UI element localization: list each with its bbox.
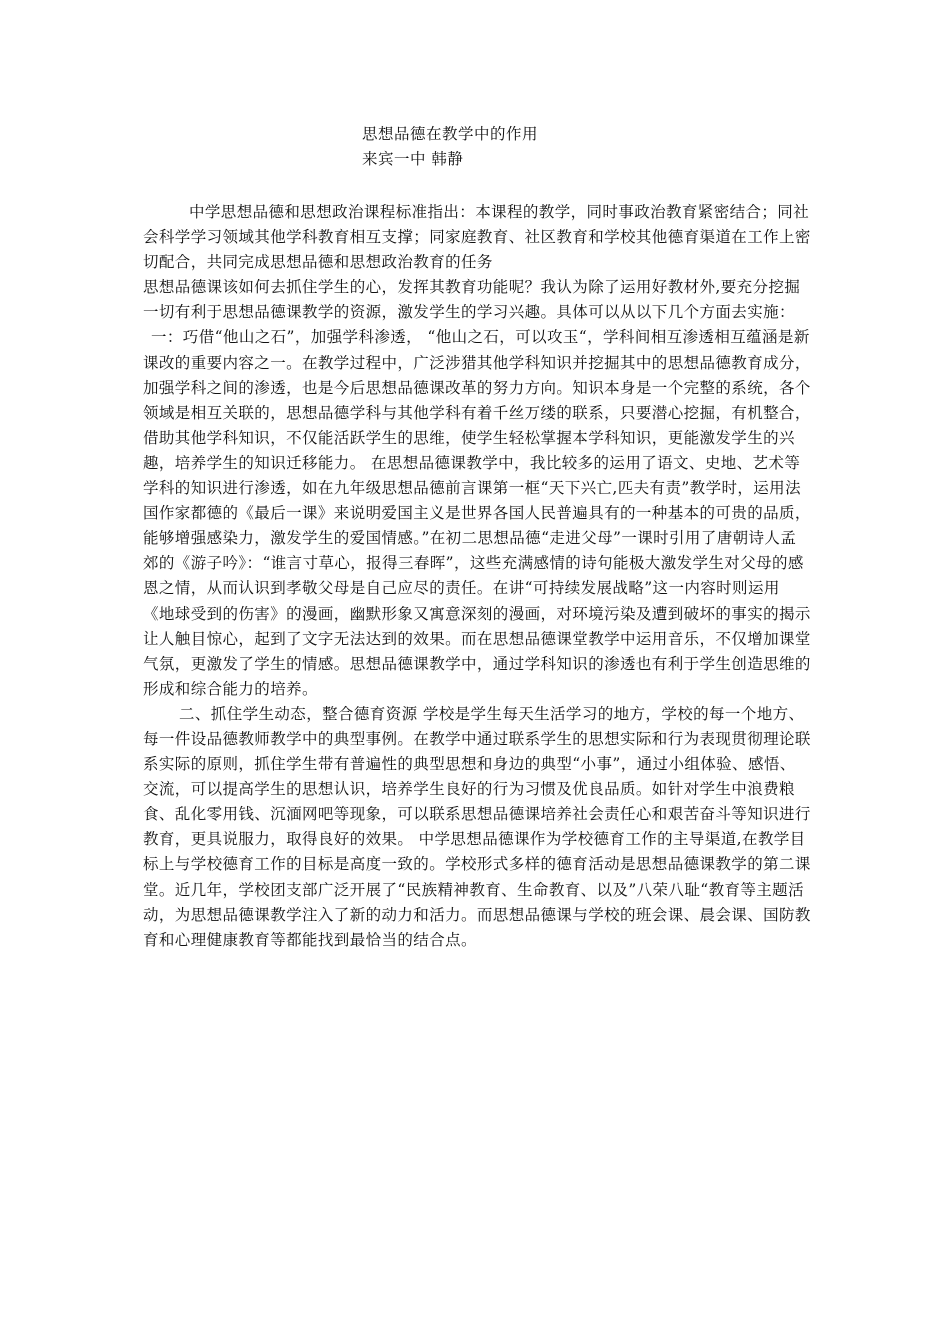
paragraph-question: 思想品德课该如何去抓住学生的心，发挥其教育功能呢？我认为除了运用好教材外,要充分挖掘一切有利于思想品德课教学的资源，激发学生的学习兴趣。具体可以从以下几个方面去实施： <box>143 278 801 322</box>
paragraph-section-one: 一：巧借“他山之石”，加强学科渗透， “他山之石，可以攻玉“，学科间相互渗透相互蕴涵是新课改的重要内容之一。在教学过程中，广泛涉猎其他学科知识并挖掘其中的思想品德教育成分，加强学科之间的渗透，也是今后思想品德课改革的努力方向。知识本身是一个完整的系统，各个领域是相互关联的，思想品德学科与其他学科有着千丝万缕的联系，只要潜心挖掘，有机整合，借助其他学科知识，不仅能活跃学生的思维，使学生轻松掌握本学科知识，更能激发学生的兴趣，培养学生的知识迁移能力。 在思想品德课教学中，我比较多的运用了语文、史地、艺术等学科的知识进行渗透，如在九年级思想品德前言课第一框“天下兴亡,匹夫有责”教学时，运用法国作家都德的《最后一课》来说明爱国主义是世界各国人民普遍具有的一种基本的可贵的品质，能够增强感染力，激发学生的爱国情感。”在初二思想品德“走进父母”一课时引用了唐朝诗人孟郊的《游子吟》：“谁言寸草心，报得三春晖”，这些充满感情的诗句能极大激发学生对父母的感恩之情，从而认识到孝敬父母是自己应尽的责任。在讲“可持续发展战略”这一内容时则运用《地球受到的伤害》的漫画，幽默形象又寓意深刻的漫画，对环境污染及遭到破坏的事实的揭示让人触目惊心，起到了文字无法达到的效果。而在思想品德课堂教学中运用音乐，不仅增加课堂气氛，更激发了学生的情感。思想品德课教学中，通过学科知识的渗透也有利于学生创造思维的形成和综合能力的培养。 <box>143 328 811 698</box>
document-body <box>143 200 811 953</box>
paragraph-section-two: 二、抓住学生动态，整合德育资源 学校是学生每天生活学习的地方，学校的每一个地方、每一件设品德教师教学中的典型事例。在教学中通过联系学生的思想实际和行为表现贯彻理论联系实际的原则，抓住学生带有普遍性的典型思想和身边的典型“小事”，通过小组体验、感悟、交流，可以提高学生的思想认识，培养学生良好的行为习惯及优良品质。如针对学生中浪费粮食、乱化零用钱、沉湎网吧等现象，可以联系思想品德课培养社会责任心和艰苦奋斗等知识进行教育，更具说服力，取得良好的效果。 中学思想品德课作为学校德育工作的主导渠道,在教学目标上与学校德育工作的目标是高度一致的。学校形式多样的德育活动是思想品德课教学的第二课堂。近几年，学校团支部广泛开展了“民族精神教育、生命教育、以及”八荣八耻“教育等主题活动，为思想品德课教学注入了新的动力和活力。而思想品德课与学校的班会课、晨会课、国防教育和心理健康教育等都能找到最恰当的结合点。 <box>143 704 811 949</box>
paragraph-intro: 中学思想品德和思想政治课程标准指出：本课程的教学，同时事政治教育紧密结合；同社会科学学习领域其他学科教育相互支撑；同家庭教育、社区教育和学校其他德育渠道在工作上密切配合，共同完成思想品德和思想政治教育的任务 <box>143 203 811 272</box>
document-author: 来宾一中 韩静 <box>362 150 464 168</box>
document-title: 思想品德在教学中的作用 <box>362 125 539 143</box>
title-block <box>362 122 538 172</box>
